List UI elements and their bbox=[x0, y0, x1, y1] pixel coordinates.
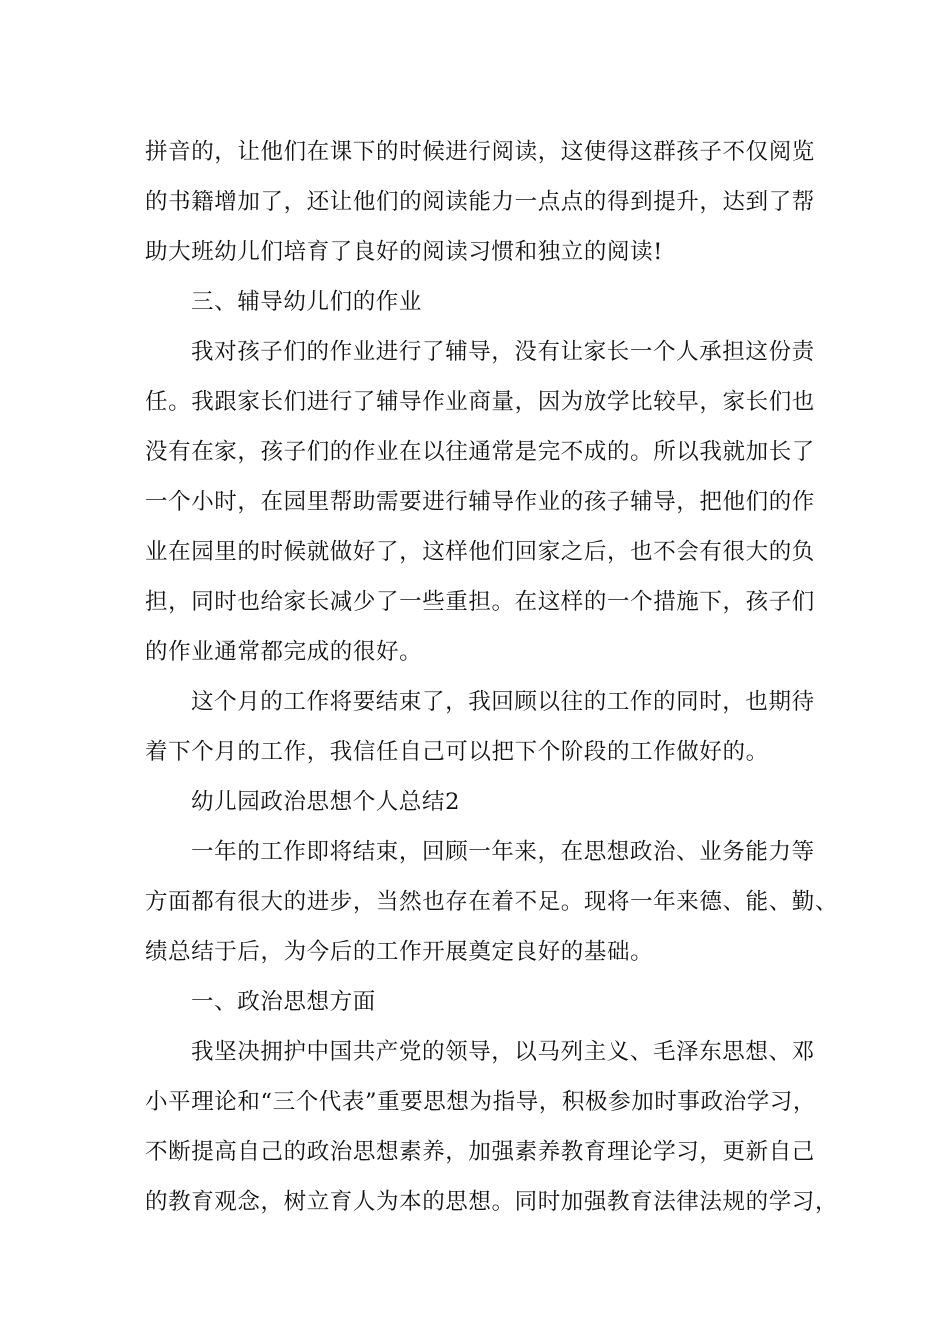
paragraph-line: 拼音的，让他们在课下的时候进行阅读，这使得这群孩子不仅阅览 bbox=[145, 139, 815, 165]
document-title: 幼儿园政治思想个人总结2 bbox=[191, 789, 461, 815]
paragraph-line: 小平理论和“三个代表”重要思想为指导，积极参加时事政治学习， bbox=[145, 1089, 817, 1115]
paragraph-line: 助大班幼儿们培育了良好的阅读习惯和独立的阅读! bbox=[145, 239, 663, 265]
paragraph-line: 的教育观念，树立育人为本的思想。同时加强教育法律法规的学习， bbox=[145, 1189, 839, 1215]
paragraph-line: 一年的工作即将结束，回顾一年来，在思想政治、业务能力等 bbox=[191, 839, 815, 865]
paragraph-line: 方面都有很大的进步，当然也存在着不足。现将一年来德、能、勤、 bbox=[145, 889, 839, 915]
paragraph-line: 任。我跟家长们进行了辅导作业商量，因为放学比较早，家长们也 bbox=[145, 389, 815, 415]
paragraph-line: 我坚决拥护中国共产党的领导，以马列主义、毛泽东思想、邓 bbox=[191, 1039, 815, 1065]
paragraph-line: 着下个月的工作，我信任自己可以把下个阶段的工作做好的。 bbox=[145, 739, 769, 765]
section-heading: 一、政治思想方面 bbox=[191, 989, 376, 1015]
paragraph-line: 担，同时也给家长减少了一些重担。在这样的一个措施下，孩子们 bbox=[145, 589, 815, 615]
paragraph-line: 的书籍增加了，还让他们的阅读能力一点点的得到提升，达到了帮 bbox=[145, 189, 815, 215]
paragraph-line: 的作业通常都完成的很好。 bbox=[145, 639, 423, 665]
paragraph-line: 业在园里的时候就做好了，这样他们回家之后，也不会有很大的负 bbox=[145, 539, 815, 565]
section-heading: 三、辅导幼儿们的作业 bbox=[191, 289, 423, 315]
paragraph-line: 一个小时，在园里帮助需要进行辅导作业的孩子辅导，把他们的作 bbox=[145, 489, 815, 515]
paragraph-line: 绩总结于后，为今后的工作开展奠定良好的基础。 bbox=[145, 939, 654, 965]
paragraph-line: 我对孩子们的作业进行了辅导，没有让家长一个人承担这份责 bbox=[191, 339, 815, 365]
paragraph-line: 这个月的工作将要结束了，我回顾以往的工作的同时，也期待 bbox=[191, 689, 815, 715]
paragraph-line: 没有在家，孩子们的作业在以往通常是完不成的。所以我就加长了 bbox=[145, 439, 815, 465]
paragraph-line: 不断提高自己的政治思想素养，加强素养教育理论学习，更新自己 bbox=[145, 1139, 815, 1165]
